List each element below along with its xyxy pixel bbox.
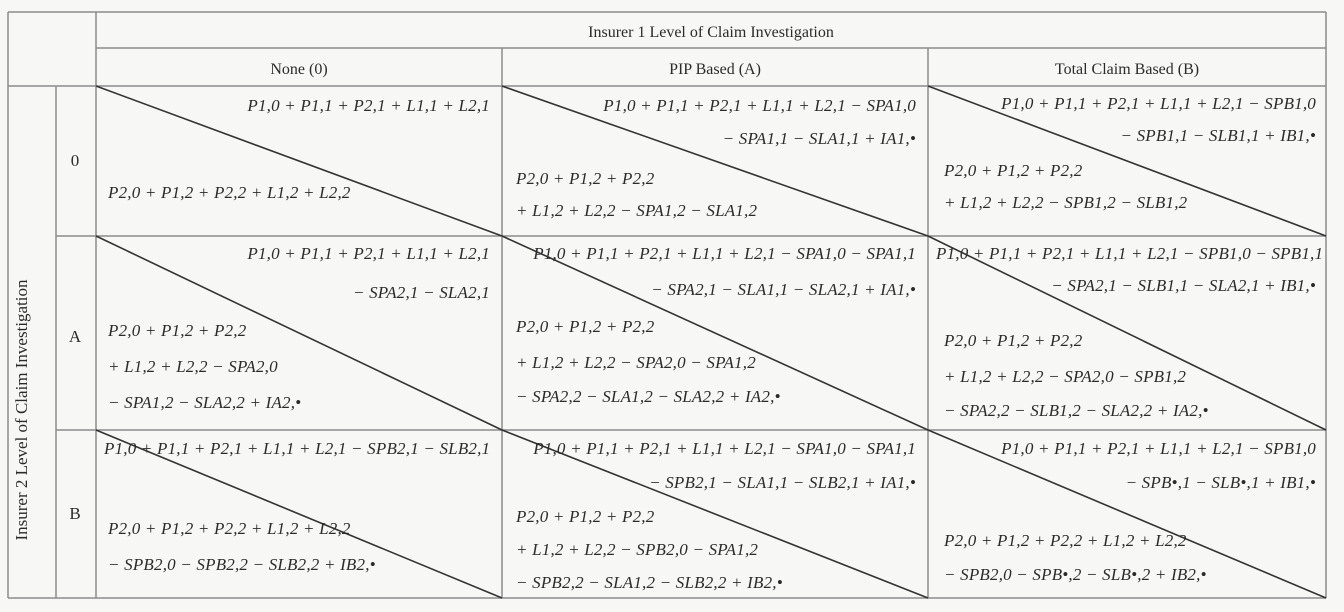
column-header-total-claim-based: Total Claim Based (B) — [1054, 61, 1200, 78]
cell-a-pip-insurer1-payoff-line1: P1,0 + P1,1 + P2,1 + L1,1 + L2,1 − SPA1,0 − SPA1,1 — [533, 244, 916, 263]
row-header-a: A — [68, 327, 82, 346]
cell-b-total-insurer2-payoff-line1: P2,0 + P1,2 + P2,2 + L1,2 + L2,2 — [944, 531, 1187, 550]
cell-a-total-insurer2-payoff-line1: P2,0 + P1,2 + P2,2 — [944, 331, 1083, 350]
cell-0-none-insurer2-payoff: P2,0 + P1,2 + P2,2 + L1,2 + L2,2 — [108, 183, 351, 202]
cell-a-pip-insurer1-payoff-line2: − SPA2,1 − SLA1,1 − SLA2,1 + IA1,• — [651, 280, 916, 299]
cell-0-total-insurer2-payoff-line2: + L1,2 + L2,2 − SPB1,2 − SLB1,2 — [944, 193, 1188, 212]
row-header-0: 0 — [70, 151, 80, 170]
row-header-b: B — [69, 504, 81, 523]
cell-a-total-insurer2-payoff-line2: + L1,2 + L2,2 − SPA2,0 − SPB1,2 — [944, 367, 1187, 386]
cell-a-pip-insurer2-payoff-line1: P2,0 + P1,2 + P2,2 — [516, 317, 655, 336]
cell-a-none-insurer2-payoff-line1: P2,0 + P1,2 + P2,2 — [108, 321, 247, 340]
cell-0-total-insurer2-payoff-line1: P2,0 + P1,2 + P2,2 — [944, 161, 1083, 180]
cell-b-none-insurer1-payoff: P1,0 + P1,1 + P2,1 + L1,1 + L2,1 − SPB2,1 − SLB2,1 — [104, 439, 491, 458]
cell-a-none-insurer1-payoff-line1: P1,0 + P1,1 + P2,1 + L1,1 + L2,1 — [247, 244, 490, 263]
cell-a-none-insurer2-payoff-line3: − SPA1,2 − SLA2,2 + IA2,• — [108, 393, 302, 412]
cell-b-none-insurer2-payoff-line2: − SPB2,0 − SPB2,2 − SLB2,2 + IB2,• — [108, 555, 376, 574]
cell-0-total-insurer1-payoff-line1: P1,0 + P1,1 + P2,1 + L1,1 + L2,1 − SPB1,0 — [1001, 94, 1316, 113]
cell-b-none-insurer2-payoff-line1: P2,0 + P1,2 + P2,2 + L1,2 + L2,2 — [108, 519, 351, 538]
cell-a-pip-insurer2-payoff-line2: + L1,2 + L2,2 − SPA2,0 − SPA1,2 — [516, 353, 756, 372]
column-header-pip-based: PIP Based (A) — [669, 61, 761, 78]
cell-0-pip-insurer1-payoff-line1: P1,0 + P1,1 + P2,1 + L1,1 + L2,1 − SPA1,0 — [603, 96, 916, 115]
cell-b-total-insurer2-payoff-line2: − SPB2,0 − SPB•,2 − SLB•,2 + IB2,• — [944, 565, 1207, 584]
cell-b-pip-insurer2-payoff-line2: + L1,2 + L2,2 − SPB2,0 − SPA1,2 — [516, 540, 759, 559]
payoff-matrix-table: Insurer 1 Level of Claim Investigation None (0) PIP Based (A) Total Claim Based (B) Insurer 2 Level of Claim Investigation 0 A B P1,0 + P1,1 + P2,1 + L1,1 + L2,1 P2,0 + P1,2 + P2,2 + L1,2 + L2,2 P1,0 + P1,1 + P2,1 + L1,1 + L2,1 − SPA1,0 − SPA1,1 − SLA1,1 + IA1,• P2,0 + P1,2 + P2,2 + L1,2 + L2,2 − SPA1,2 − SLA1,2 P1,0 + P1,1 + P2,1 + L1,1 + L2,1 − SPB1,0 − SPB1,1 − SLB1,1 + IB1,• P2,0 + P1,2 + P2,2 + L1,2 + L2,2 − SPB1,2 − SLB1,2 P1,0 + P1,1 + P2,1 + L1,1 + L2,1 − SPA2,1 − SLA2,1 P2,0 + P1,2 + P2,2 + L1,2 + L2,2 − SPA2,0 − SPA1,2 − SLA2,2 + IA2,• P1,0 + P1,1 + P2,1 + L1,1 + L2,1 − SPA1,0 − SPA1,1 − SPA2,1 − SLA1,1 − SLA2,1 + IA1,• P2,0 + P1,2 + P2,2 + L1,2 + L2,2 − SPA2,0 − SPA1,2 − SPA2,2 − SLA1,2 − SLA2,2 + IA2,• P1,0 + P1,1 + P2,1 + L1,1 + L2,1 − SPB1,0 − SPB1,1 − SPA2,1 − SLB1,1 − SLA2,1 + IB1,• P2,0 + P1,2 + P2,2 + L1,2 + L2,2 − SPA2,0 − SPB1,2 − SPA2,2 − SLB1,2 − SLA2,2 + IA2,• P1,0 + P1,1 + P2,1 + L1,1 + L2,1 − SPB2,1 − SLB2,1 P2,0 + P1,2 + P2,2 + L1,2 + L2,2 − SPB2,0 − SPB2,2 − SLB2,2 + IB2,• P1,0 + P1,1 + P2,1 + L1,1 + L2,1 − SPA1,0 − SPA1,1 − SPB2,1 − SLA1,1 − SLB2,1 + IA1,• P2,0 + P1,2 + P2,2 + L1,2 + L2,2 − SPB2,0 − SPA1,2 − SPB2,2 − SLA1,2 − SLB2,2 + IB2,• P1,0 + P1,1 + P2,1 + L1,1 + L2,1 − SPB1,0 − SPB•,1 − SLB•,1 + IB1,• P2,0 + P1,2 + P2,2 + L1,2 + L2,2 − SPB2,0 − SPB•,2 − SLB•,2 + IB2,• — [0, 0, 1344, 612]
cell-b-pip-insurer1-payoff-line2: − SPB2,1 − SLA1,1 − SLB2,1 + IA1,• — [649, 473, 916, 492]
cell-0-pip-insurer2-payoff-line2: + L1,2 + L2,2 − SPA1,2 − SLA1,2 — [516, 201, 758, 220]
cell-0-total-insurer1-payoff-line2: − SPB1,1 − SLB1,1 + IB1,• — [1120, 126, 1316, 145]
cell-b-pip-insurer2-payoff-line1: P2,0 + P1,2 + P2,2 — [516, 507, 655, 526]
cell-0-none-insurer1-payoff: P1,0 + P1,1 + P2,1 + L1,1 + L2,1 — [247, 96, 490, 115]
cell-b-total-insurer1-payoff-line1: P1,0 + P1,1 + P2,1 + L1,1 + L2,1 − SPB1,0 — [1001, 439, 1316, 458]
cell-a-none-insurer1-payoff-line2: − SPA2,1 − SLA2,1 — [352, 283, 490, 302]
cell-b-total-insurer1-payoff-line2: − SPB•,1 − SLB•,1 + IB1,• — [1125, 473, 1316, 492]
cell-b-pip-insurer1-payoff-line1: P1,0 + P1,1 + P2,1 + L1,1 + L2,1 − SPA1,0 − SPA1,1 — [533, 439, 916, 458]
column-header-none: None (0) — [270, 61, 328, 78]
cell-a-total-insurer1-payoff-line1: P1,0 + P1,1 + P2,1 + L1,1 + L2,1 − SPB1,0 − SPB1,1 — [936, 244, 1324, 263]
column-group-header: Insurer 1 Level of Claim Investigation — [588, 24, 834, 41]
cell-a-pip-insurer2-payoff-line3: − SPA2,2 − SLA1,2 − SLA2,2 + IA2,• — [516, 387, 781, 406]
cell-b-pip-insurer2-payoff-line3: − SPB2,2 − SLA1,2 − SLB2,2 + IB2,• — [516, 573, 783, 592]
cell-a-none-insurer2-payoff-line2: + L1,2 + L2,2 − SPA2,0 — [108, 357, 278, 376]
cell-0-pip-insurer1-payoff-line2: − SPA1,1 − SLA1,1 + IA1,• — [722, 129, 916, 148]
cell-a-total-insurer1-payoff-line2: − SPA2,1 − SLB1,1 − SLA2,1 + IB1,• — [1051, 276, 1316, 295]
cell-0-pip-insurer2-payoff-line1: P2,0 + P1,2 + P2,2 — [516, 169, 655, 188]
cell-a-total-insurer2-payoff-line3: − SPA2,2 − SLB1,2 − SLA2,2 + IA2,• — [944, 401, 1209, 420]
